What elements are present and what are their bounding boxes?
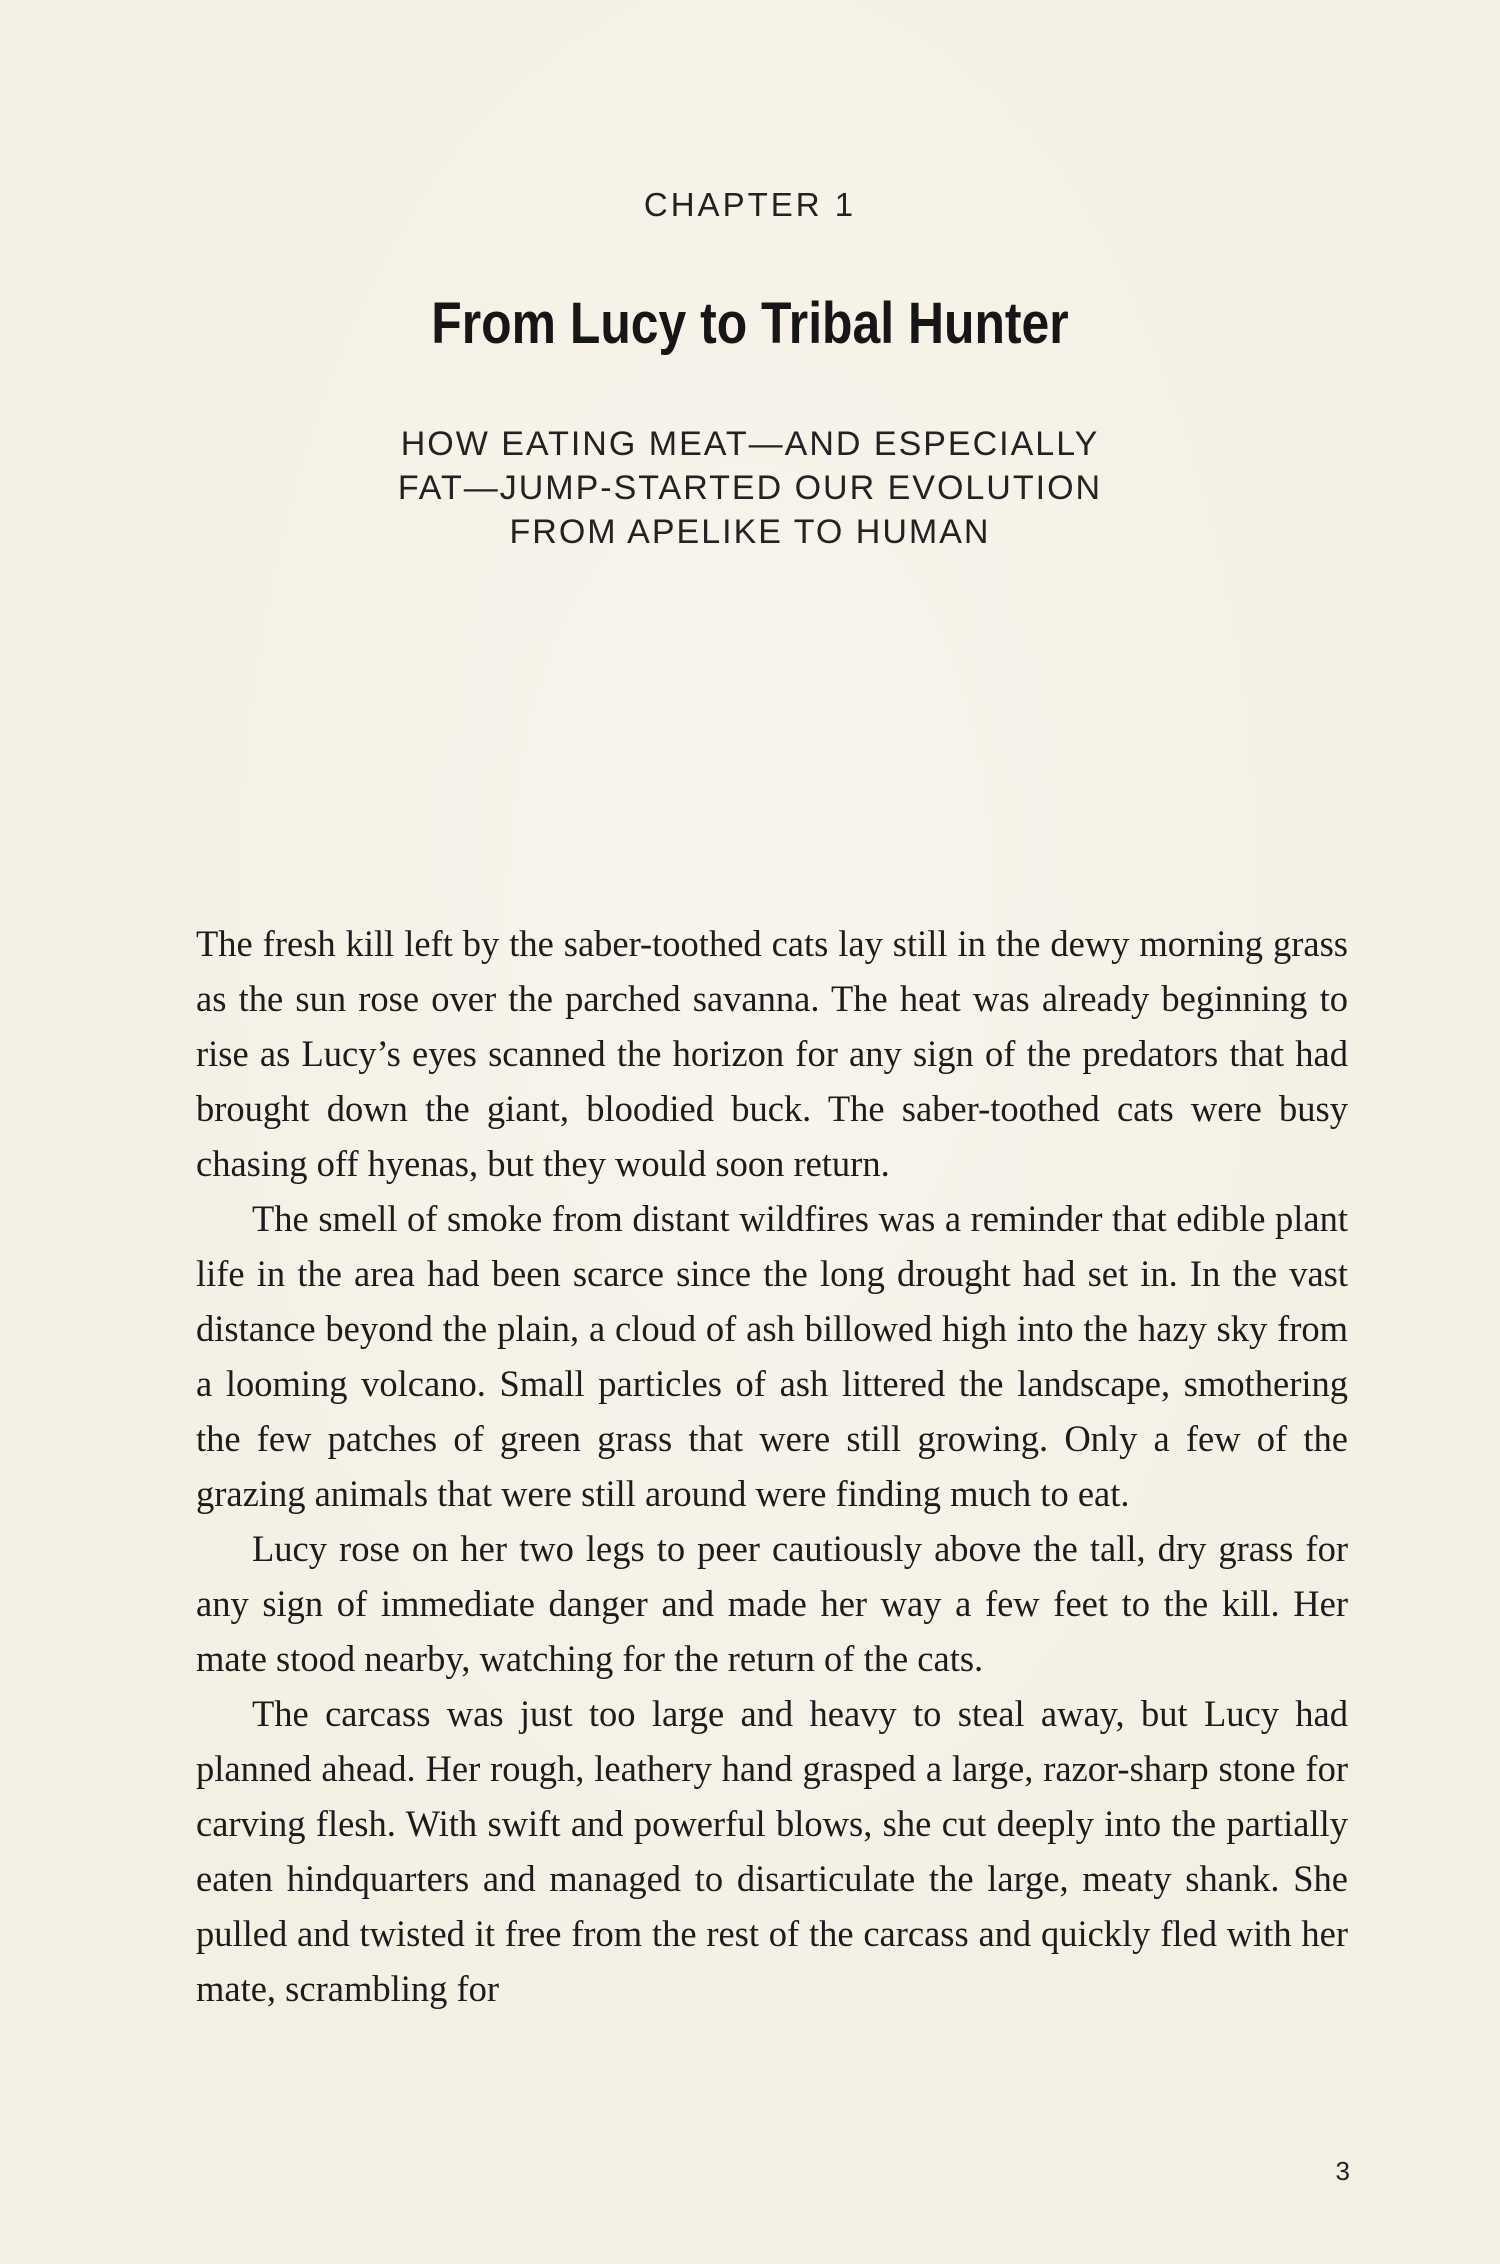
paragraph: Lucy rose on her two legs to peer cautiously above the tall, dry grass for any sign of immediate danger and made her way a few feet to the kill. Her mate stood nearby, watching for the return of the cats.: [196, 1528, 1348, 1679]
chapter-subtitle: [0, 422, 1500, 554]
page-number: 3: [1335, 2156, 1350, 2186]
subtitle-line: HOW EATING MEAT—AND ESPECIALLY: [400, 425, 1100, 463]
subtitle-line: FROM APELIKE TO HUMAN: [509, 513, 991, 551]
paragraph: The carcass was just too large and heavy to steal away, but Lucy had planned ahead. Her rough, leathery hand grasped a large, razor-sharp stone for carving flesh. With swift and powerful blows, she cut deeply into the partially eaten hindquarters and managed to disarticulate the large, meaty shank. She pulled and twisted it free from the rest of the carcass and quickly fled with her mate, scrambling for: [196, 1693, 1348, 2009]
paragraph: The fresh kill left by the saber-toothed cats lay still in the dewy morning grass as the sun rose over the parched savanna. The heat was already beginning to rise as Lucy’s eyes scanned the horizon for any sign of the predators that had brought down the giant, bloodied buck. The saber-toothed cats were busy chasing off hyenas, but they would soon return.: [196, 923, 1348, 1184]
chapter-title: From Lucy to Tribal Hunter: [431, 291, 1069, 356]
subtitle-line: FAT—JUMP-STARTED OUR EVOLUTION: [397, 469, 1103, 507]
chapter-label: CHAPTER 1: [643, 186, 857, 223]
body-text: [196, 916, 1348, 2016]
paragraph: The smell of smoke from distant wildfires was a reminder that edible plant life in the area had been scarce since the long drought had set in. In the vast distance beyond the plain, a cloud of ash billowed high into the hazy sky from a looming volcano. Small particles of ash littered the landscape, smothering the few patches of green grass that were still growing. Only a few of the grazing animals that were still around were finding much to eat.: [196, 1198, 1348, 1514]
